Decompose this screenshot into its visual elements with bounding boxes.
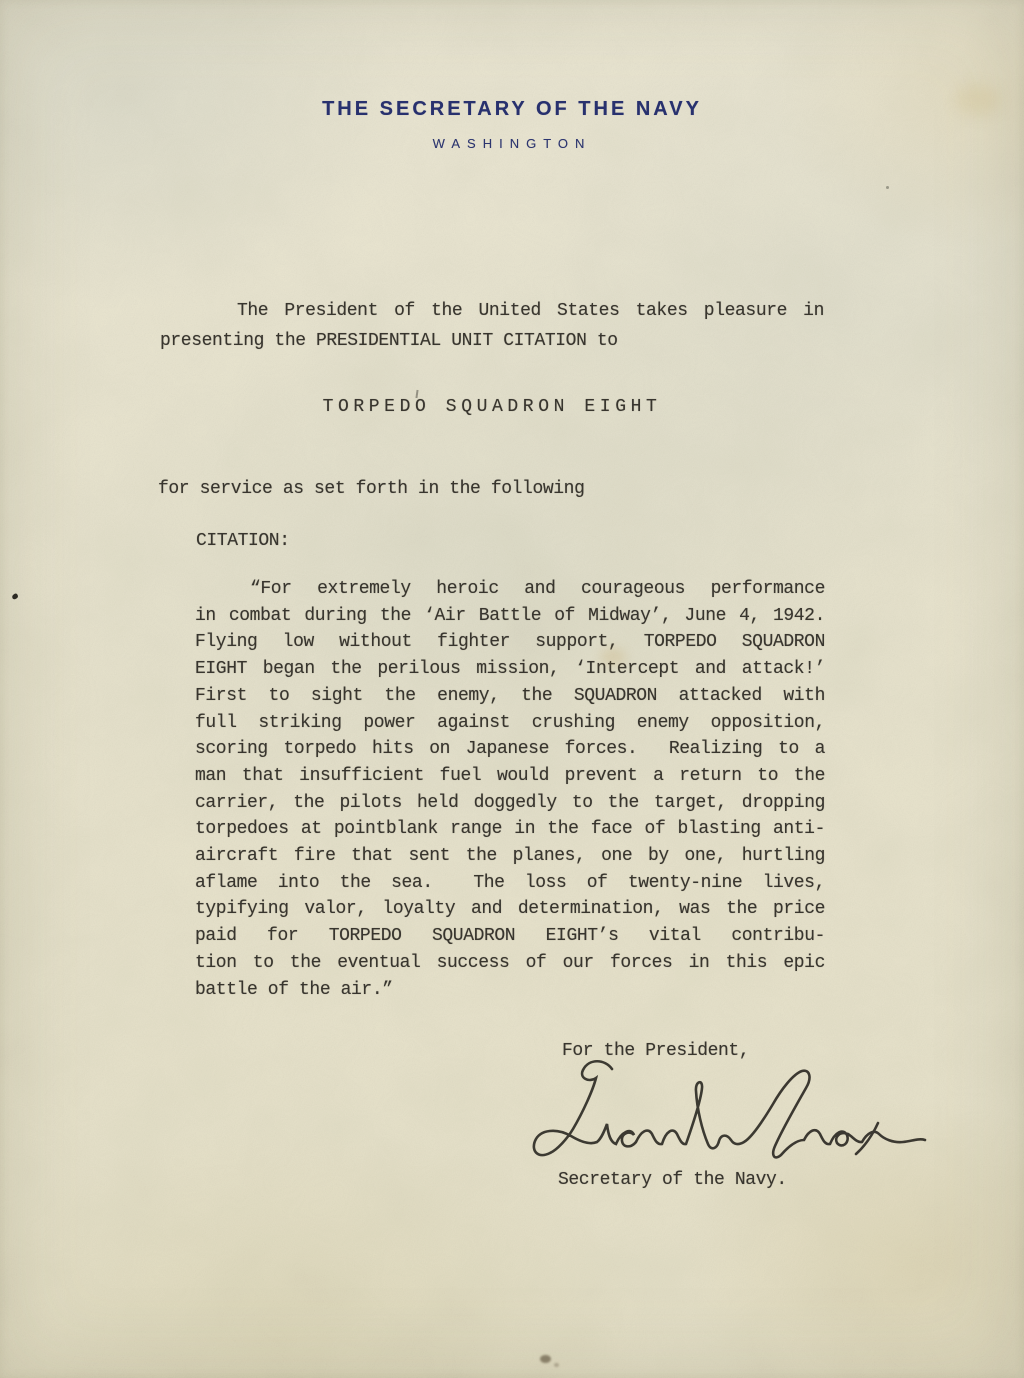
text-line: “For extremely heroic and courageous performance [250,579,825,599]
ink-speck [886,186,889,189]
smudge-mark [540,1355,551,1363]
recipient-name: TORPEDO SQUADRON EIGHT [322,397,662,417]
text-line: The President of the United States takes pleasure in [237,301,824,321]
closing-salutation: For the President, [562,1041,750,1061]
smudge-mark [554,1363,559,1367]
signature-frank-knox [505,1052,965,1177]
text-line: typifying valor, loyalty and determination, was the price [195,899,825,920]
text-line: paid for TORPEDO SQUADRON EIGHT’s vital contribu- [195,926,825,947]
text-line: presenting the PRESIDENTIAL UNIT CITATION to [160,331,618,351]
text-line: Flying low without fighter support, TORPEDO SQUADRON [195,632,825,653]
text-line: scoring torpedo hits on Japanese forces. Realizing to a [195,739,825,760]
text-line: aflame into the sea. The loss of twenty-nine lives, [195,872,825,893]
citation-heading: CITATION: [196,531,290,551]
text-line: carrier, the pilots held doggedly to the target, dropping [195,792,825,813]
text-line: First to sight the enemy, the SQUADRON attacked with [195,685,825,706]
paper-stain [600,648,626,666]
text-line: man that insufficient fuel would prevent a return to the [195,765,825,786]
ink-speck [11,593,19,600]
text-line: in combat during the ‘Air Battle of Midway’, June 4, 1942. [195,605,825,626]
intro-paragraph [160,296,824,356]
letterhead-title: THE SECRETARY OF THE NAVY [322,98,702,120]
paper-stain [955,85,999,115]
text-line: EIGHT began the perilous mission, ‘Intercept and attack!’ [195,659,825,680]
text-line: aircraft fire that sent the planes, one by one, hurtling [195,846,825,867]
letterhead-subtitle: WASHINGTON [432,136,592,151]
signer-title: Secretary of the Navy. [558,1170,787,1190]
text-line: battle of the air.” [195,979,393,1000]
text-line: full striking power against crushing enemy opposition, [195,712,825,733]
text-line: torpedoes at pointblank range in the face of blasting anti- [195,819,825,840]
citation-paragraph [195,576,825,1003]
text-line: tion to the eventual success of our forces in this epic [195,952,825,973]
service-line: for service as set forth in the following [158,479,585,499]
